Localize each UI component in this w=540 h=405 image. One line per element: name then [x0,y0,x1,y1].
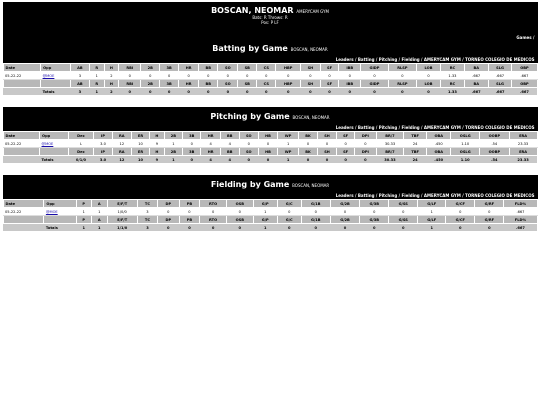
batting-totals-cell: 0 [160,88,179,96]
fielding-nav-links[interactable]: Leaders / Batting / Pitching / Fielding / AMERYCAM GYM / TORNEO COLEGIO DE MEDICOS [335,193,535,198]
pitching-header-cell: OSLG [451,132,480,140]
pitching-header-cell: TBF [404,132,427,140]
pitching-row-cell: 4 [201,140,220,148]
fielding-totals-header-cell: DP [158,216,179,224]
batting-row-cell: 0 [361,72,389,80]
batting-totals-cell: 0 [320,88,339,96]
batting-header-cell: BA [464,64,488,72]
pitching-totals-cell: 0 [239,156,258,164]
pitching-row-cell: 0 [317,140,336,148]
fielding-row-cell: 1 [91,208,107,216]
pitching-header-cell: H [150,132,164,140]
batting-header-cell: AB [70,64,89,72]
fielding-totals-header-cell: G/SS [389,216,418,224]
fielding-totals-header-cell: G/RF [475,216,504,224]
batting-header-cell: CS [257,64,276,72]
fielding-header-cell: A [91,200,107,208]
opponent-link[interactable]: @MOE [42,73,55,78]
fielding-header-cell: G/CF [446,200,475,208]
fielding-row-cell: 0 [226,208,253,216]
pitching-row-cell: 1.10 [451,140,480,148]
batting-totals-header-cell: SH [301,80,321,88]
batting-header-cell: Date [3,64,41,72]
batting-row-cell: 0 [257,72,276,80]
batting-title: Batting by Game BOSCAN, NEOMAR [212,44,328,53]
fielding-totals-cell: 0 [475,224,504,232]
batting-totals-cell: 1.33 [441,88,465,96]
pitching-header-cell: BK [299,132,318,140]
batting-row-cell: 0 [160,72,179,80]
fielding-row-cell: 1 [76,208,91,216]
pitching-nav-links[interactable]: Leaders / Batting / Pitching / Fielding / AMERYCAM GYM / TORNEO COLEGIO DE MEDICOS [335,125,535,130]
pitching-totals-cell: .54 [480,156,510,164]
batting-totals-header-cell: RBI [119,80,141,88]
fielding-row-cell: 0 [475,208,504,216]
batting-section [3,34,538,95]
batting-header-cell: RBI [119,64,141,72]
batting-header-cell: OBP [512,64,537,72]
batting-row-cell: 0 [417,72,441,80]
batting-row-cell: .667 [488,72,512,80]
batting-totals-header-cell: SLG [488,80,512,88]
fielding-header-cell: OSB [226,200,253,208]
fielding-header-cell: G/1B [301,200,330,208]
fielding-header-cell: G/SS [389,200,418,208]
batting-row-cell: 0 [339,72,361,80]
pitching-totals-header-cell: SF [337,148,355,156]
fielding-row-cell: 0 [446,208,475,216]
pitching-row-cell: 4 [220,140,239,148]
pitching-totals-cell: 4 [201,156,220,164]
batting-totals-cell: 0 [339,88,361,96]
pitching-totals-cell: 12 [112,156,131,164]
fielding-totals-cell: 1 [253,224,277,232]
fielding-title: Fielding by Game BOSCAN, NEOMAR [210,180,330,189]
batting-row-cell: 0 [119,72,141,80]
batting-header-cell: RC [441,64,465,72]
batting-totals-cell: .667 [464,88,488,96]
fielding-header-cell: FLD% [504,200,537,208]
fielding-totals-header-cell: RTO [200,216,226,224]
fielding-totals-cell: 1 [418,224,446,232]
fielding-header-cell: Date [3,200,44,208]
pitching-header-cell: SO [239,132,258,140]
batting-totals-cell [3,88,41,96]
batting-totals-cell: 3 [70,88,89,96]
pitching-totals-cell: 0/1/0 [68,156,93,164]
batting-totals-header-cell: BB [199,80,218,88]
pitching-totals-header-cell: OOBP [480,148,510,156]
pitching-totals-cell: 9 [150,156,164,164]
pitching-totals-header-cell: TBF [404,148,427,156]
fielding-totals-cell: 1/1/0 [107,224,137,232]
pitching-totals-header-cell: WP [278,148,299,156]
batting-row-cell: 0 [301,72,321,80]
pitching-row-cell: 30.33 [376,140,404,148]
pitching-totals-cell: 3.0 [94,156,113,164]
player-team: AMERYCAM GYM [296,9,329,14]
fielding-row-cell: 1 [253,208,277,216]
pitching-totals-header-cell: 2B [164,148,182,156]
fielding-row-cell: 0 [277,208,301,216]
fielding-totals-cell: 0 [200,224,226,232]
pitching-row-cell: 3.0 [94,140,113,148]
batting-nav-links[interactable]: Leaders / Batting / Pitching / Fielding / AMERYCAM GYM / TORNEO COLEGIO DE MEDICOS [335,57,535,62]
player-name: BOSCAN, NEOMAR [211,6,294,15]
pitching-totals-cell: 0 [258,156,277,164]
fielding-header-cell: TC [137,200,157,208]
batting-row-cell: 0 [276,72,301,80]
pitching-row-cell: 0 [239,140,258,148]
pitching-totals-cell: 0 [355,156,377,164]
pitching-totals-header-cell: HR [201,148,220,156]
batting-totals-header-cell: LOB [417,80,441,88]
pitching-totals-header-cell: SO [239,148,258,156]
pitching-header-cell: BR/7 [376,132,404,140]
batting-header-cell: HBP [276,64,301,72]
batting-totals-cell: .667 [488,88,512,96]
fielding-totals-cell: 3 [137,224,157,232]
pitching-header-cell: SH [317,132,336,140]
fielding-header-cell: Opp [44,200,76,208]
batting-totals-cell: 0 [301,88,321,96]
pitching-header-cell: 2B [164,132,182,140]
fielding-row-cell: 05-22-22 [3,208,44,216]
batting-header-cell: SO [218,64,238,72]
batting-header-cell: HR [179,64,199,72]
batting-row-cell: 1 [90,72,104,80]
pitching-row-cell: L [68,140,93,148]
pitching-totals-cell: 1.10 [451,156,480,164]
batting-totals-header-cell: SB [238,80,257,88]
pitching-totals-cell: 0 [183,156,201,164]
pitching-header-cell: Dec [68,132,93,140]
fielding-row-cell: 0 [389,208,418,216]
pitching-row-cell: 1 [278,140,299,148]
fielding-totals-cell: 0 [446,224,475,232]
games-link[interactable]: Games / [516,35,535,40]
pitching-header-cell: DPI [355,132,377,140]
fielding-header-cell: G/3B [360,200,389,208]
pitching-header-cell: RA [112,132,131,140]
pitching-table [3,131,538,163]
batting-totals-header-cell: R [90,80,104,88]
pitching-section [3,107,538,163]
batting-totals-header-cell: HR [179,80,199,88]
bats-throws: Bats: R Throws: R [252,15,288,20]
batting-header-cell: LOB [417,64,441,72]
pitching-row-cell: 12 [112,140,131,148]
pitching-header-cell: HR [201,132,220,140]
fielding-totals-header-cell: P [76,216,91,224]
batting-totals-header-cell: SO [218,80,238,88]
pitching-header-cell: SF [337,132,355,140]
batting-totals-header-cell: IBB [339,80,361,88]
fielding-row-cell: 1 [418,208,446,216]
pitching-totals-cell: 23.33 [509,156,537,164]
fielding-totals-header-cell: TC [137,216,157,224]
batting-row-cell: 0 [238,72,257,80]
batting-totals-cell: 0 [218,88,238,96]
fielding-row-cell: 0 [360,208,389,216]
fielding-totals-header-cell: G/P [253,216,277,224]
batting-totals-header-cell: 3B [160,80,179,88]
positions: Pos: P LF [261,20,279,25]
batting-totals-header-cell: H [104,80,119,88]
pitching-row-cell: 1 [164,140,182,148]
pitching-totals-cell: 30.33 [376,156,404,164]
player-name-line [3,2,538,15]
fielding-header-cell: PB [179,200,200,208]
pitching-totals-header-cell: RA [112,148,131,156]
batting-row-cell: 0 [141,72,160,80]
fielding-header-cell: E/F/T [107,200,137,208]
fielding-totals-header-cell: E/F/T [107,216,137,224]
batting-header-cell: H [104,64,119,72]
pitching-totals-cell [3,156,40,164]
fielding-row-cell: 1/0/0 [107,208,137,216]
fielding-totals-header-cell [3,216,44,224]
batting-header-cell: SB [238,64,257,72]
pitching-totals-header-cell: ERA [509,148,537,156]
fielding-header-cell: G/P [253,200,277,208]
fielding-totals-header-cell: G/1B [301,216,330,224]
batting-totals-cell: 0 [257,88,276,96]
batting-totals-cell: 0 [388,88,416,96]
fielding-totals-cell: 0 [277,224,301,232]
batting-header-cell: RLSP [388,64,416,72]
pitching-totals-cell: 10 [131,156,149,164]
batting-totals-cell: 0 [119,88,141,96]
fielding-totals-header-cell: PB [179,216,200,224]
fielding-totals-cell: 1 [76,224,91,232]
fielding-totals-header-cell: FLD% [504,216,537,224]
batting-totals-header-cell: OBP [512,80,537,88]
pitching-totals-header-cell: IP [94,148,113,156]
fielding-header-cell: G/C [277,200,301,208]
batting-totals-cell: 0 [179,88,199,96]
pitching-header-cell: ERA [509,132,537,140]
batting-row-cell: .667 [464,72,488,80]
fielding-totals-cell: 1 [91,224,107,232]
batting-row-cell: 0 [179,72,199,80]
batting-row-cell: 3 [70,72,89,80]
opponent-link[interactable]: @MOE [41,141,54,146]
pitching-title: Pitching by Game BOSCAN, NEOMAR [210,112,330,121]
pitching-totals-header-cell: BK [299,148,318,156]
pitching-totals-cell: Totals [40,156,69,164]
pitching-header-cell: ER [131,132,149,140]
batting-header-cell: SH [301,64,321,72]
pitching-totals-header-cell: Dec [68,148,93,156]
pitching-row-cell: 10 [131,140,149,148]
batting-totals-header-cell: GIDP [361,80,389,88]
batting-totals-cell: 2 [104,88,119,96]
batting-table [3,63,538,95]
fielding-totals-header-cell [44,216,76,224]
fielding-totals-cell: .667 [504,224,537,232]
pitching-totals-header-cell [3,148,40,156]
fielding-row-cell: 0 [179,208,200,216]
pitching-totals-cell: 1 [164,156,182,164]
batting-header-cell: 2B [141,64,160,72]
batting-header-cell: GIDP [361,64,389,72]
batting-row-cell: 05-22-22 [3,72,41,80]
pitching-row-cell: 0 [355,140,377,148]
fielding-totals-header-cell: G/2B [330,216,359,224]
pitching-row-cell [40,140,69,148]
batting-header-cell: IBB [339,64,361,72]
pitching-header-cell: 3B [183,132,201,140]
pitching-totals-cell: 0 [317,156,336,164]
pitching-row-cell: 0 [299,140,318,148]
batting-totals-header-cell: HBP [276,80,301,88]
fielding-totals-cell: 0 [301,224,330,232]
batting-header-cell: R [90,64,104,72]
fielding-row-cell: 0 [200,208,226,216]
batting-totals-cell: Totals [41,88,71,96]
batting-row-cell: 0 [199,72,218,80]
batting-totals-header-cell: BA [464,80,488,88]
pitching-totals-header-cell: DPI [355,148,377,156]
fielding-table [3,199,538,231]
pitching-row-cell: 24 [404,140,427,148]
pitching-header-cell: WP [278,132,299,140]
fielding-totals-header-cell: G/LF [418,216,446,224]
pitching-header-cell: OBA [427,132,451,140]
fielding-row-cell: 0 [301,208,330,216]
pitching-totals-header-cell: OBA [427,148,451,156]
fielding-section [3,175,538,231]
fielding-totals-header-cell: G/CF [446,216,475,224]
batting-totals-cell: 0 [417,88,441,96]
fielding-totals-cell: 0 [226,224,253,232]
batting-row-cell: 2 [104,72,119,80]
pitching-totals-header-cell: SH [317,148,336,156]
pitching-row-cell: 9 [150,140,164,148]
pitching-totals-cell: 1 [278,156,299,164]
batting-totals-header-cell: 2B [141,80,160,88]
fielding-header-cell: G/LF [418,200,446,208]
fielding-row-cell: 0 [330,208,359,216]
batting-header-cell: 3B [160,64,179,72]
batting-totals-header-cell: SF [320,80,339,88]
batting-totals-header-cell: CS [257,80,276,88]
batting-totals-header-cell: RLSP [388,80,416,88]
fielding-row-cell: 3 [137,208,157,216]
batting-header-cell: SF [320,64,339,72]
batting-totals-cell: 0 [199,88,218,96]
pitching-header-cell: Date [3,132,40,140]
fielding-totals-cell: 0 [158,224,179,232]
batting-totals-header-cell [3,80,41,88]
fielding-totals-cell [3,224,44,232]
pitching-header-cell: OOBP [480,132,510,140]
pitching-totals-header-cell: OSLG [451,148,480,156]
fielding-totals-header-cell: OSB [226,216,253,224]
pitching-totals-header-cell: H [150,148,164,156]
batting-row-cell: 1.33 [441,72,465,80]
batting-totals-cell: 1 [90,88,104,96]
fielding-row-cell: .667 [504,208,537,216]
batting-totals-header-cell: RC [441,80,465,88]
batting-totals-cell: .667 [512,88,537,96]
pitching-totals-header-cell: ER [131,148,149,156]
pitching-row-cell: .54 [480,140,510,148]
batting-totals-header-cell [41,80,71,88]
pitching-header-cell: Opp [40,132,69,140]
fielding-header-cell: RTO [200,200,226,208]
player-header [3,2,538,34]
batting-row-cell: .667 [512,72,537,80]
batting-row-cell: 0 [218,72,238,80]
batting-totals-cell: 0 [361,88,389,96]
fielding-totals-cell: 0 [179,224,200,232]
pitching-totals-cell: 4 [220,156,239,164]
fielding-totals-header-cell: A [91,216,107,224]
pitching-totals-cell: 0 [337,156,355,164]
pitching-totals-cell: 24 [404,156,427,164]
pitching-header-cell: BB [220,132,239,140]
fielding-totals-cell: 0 [330,224,359,232]
fielding-totals-header-cell: G/3B [360,216,389,224]
batting-header-cell: Opp [41,64,71,72]
pitching-row-cell: 0 [183,140,201,148]
batting-totals-cell: 0 [238,88,257,96]
fielding-header-cell: P [76,200,91,208]
fielding-header-cell: G/2B [330,200,359,208]
pitching-totals-header-cell: HB [258,148,277,156]
pitching-totals-header-cell [40,148,69,156]
pitching-totals-cell: 0 [299,156,318,164]
pitching-row-cell: .450 [427,140,451,148]
fielding-totals-cell: 0 [389,224,418,232]
batting-row-cell [41,72,71,80]
pitching-row-cell: 0 [337,140,355,148]
pitching-row-cell: 0 [258,140,277,148]
pitching-row-cell: 05-22-22 [3,140,40,148]
batting-totals-header-cell: AB [70,80,89,88]
fielding-row-cell: 0 [158,208,179,216]
fielding-header-cell: G/RF [475,200,504,208]
opponent-link[interactable]: @MOE [45,209,58,214]
batting-row-cell: 0 [388,72,416,80]
pitching-totals-header-cell: BB [220,148,239,156]
batting-totals-cell: 0 [276,88,301,96]
pitching-header-cell: IP [94,132,113,140]
pitching-row-cell: 23.33 [509,140,537,148]
fielding-header-cell: DP [158,200,179,208]
fielding-totals-cell: 0 [360,224,389,232]
pitching-header-cell: HB [258,132,277,140]
batting-header-cell: BB [199,64,218,72]
pitching-totals-header-cell: BR/7 [376,148,404,156]
fielding-row-cell [44,208,76,216]
fielding-totals-header-cell: G/C [277,216,301,224]
pitching-totals-cell: .450 [427,156,451,164]
pitching-totals-header-cell: 3B [183,148,201,156]
batting-header-cell: SLG [488,64,512,72]
batting-row-cell: 0 [320,72,339,80]
fielding-totals-cell: Totals [44,224,76,232]
batting-totals-cell: 0 [141,88,160,96]
